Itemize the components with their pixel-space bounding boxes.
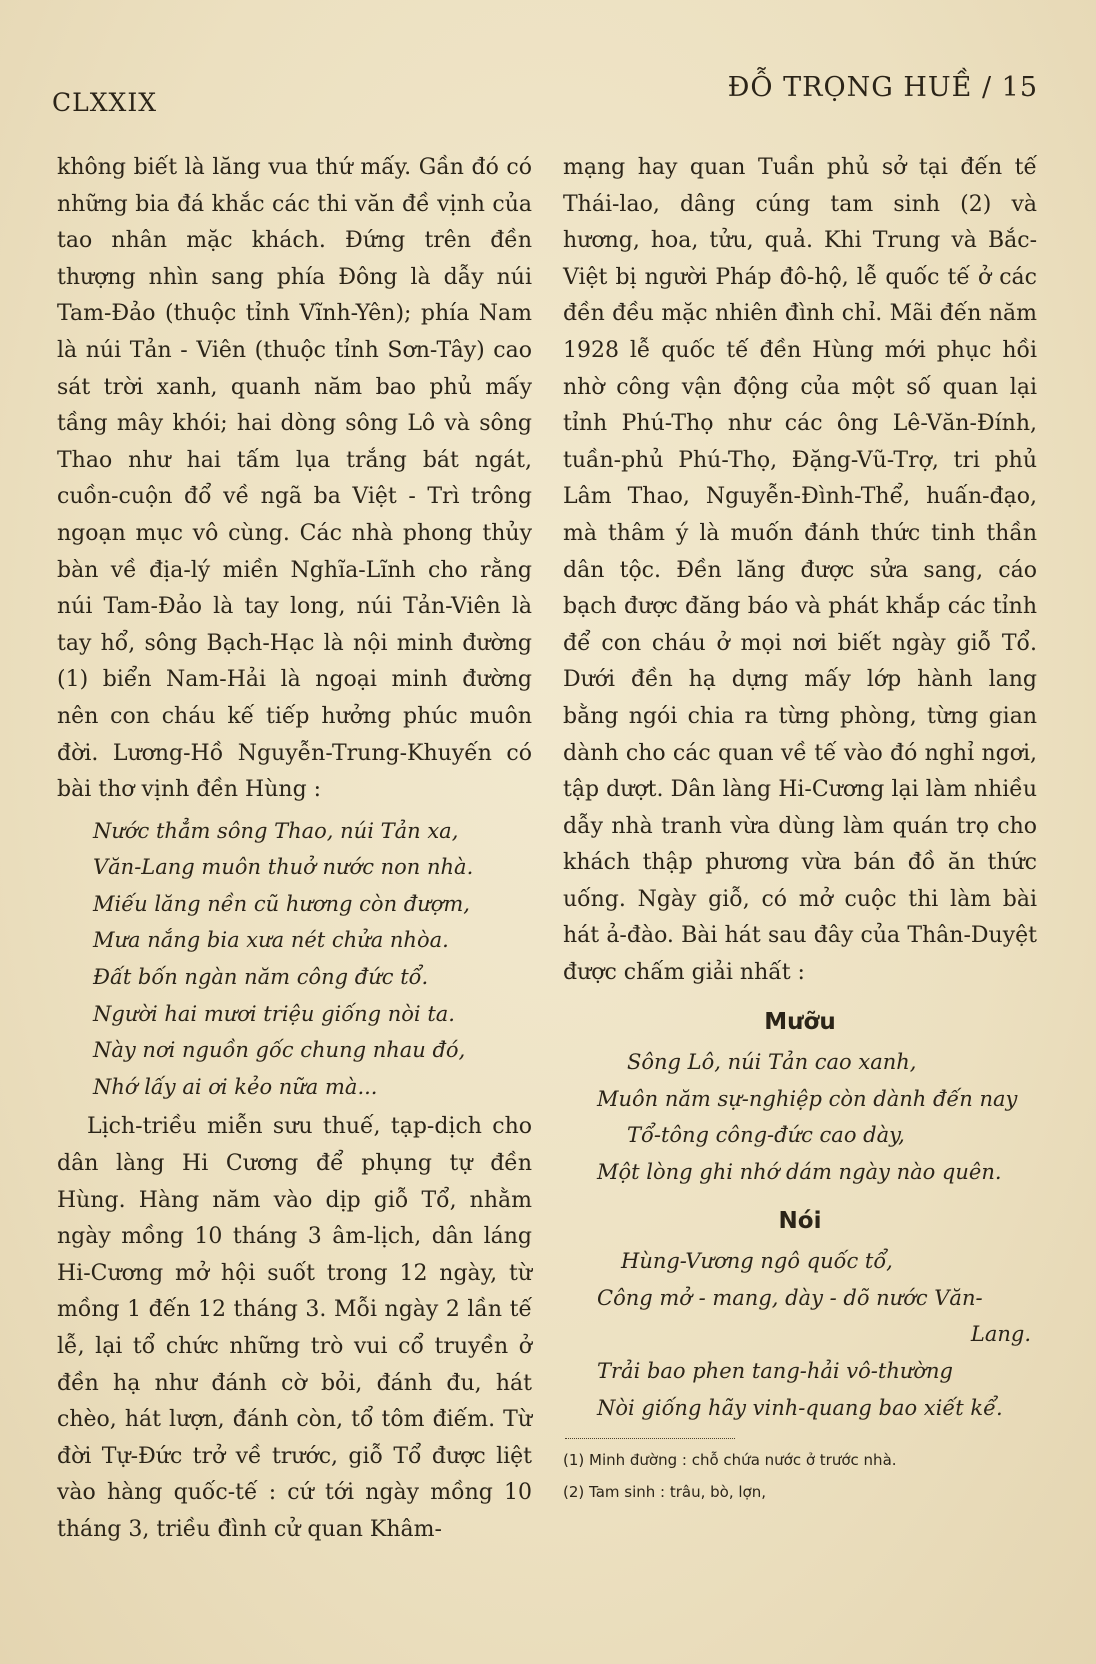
page-author-and-number: ĐỖ TRỌNG HUỀ / 15 [727, 72, 1038, 103]
right-column [563, 150, 1037, 1505]
poem-line: Đất bốn ngàn năm công đức tổ. [93, 965, 429, 990]
song-line: Hùng-Vương ngô quốc tổ, [621, 1249, 893, 1274]
song-line: Công mở - mang, dày - dõ nước Văn- [597, 1285, 983, 1310]
song-line: Nòi giống hãy vinh-quang bao xiết kể. [597, 1395, 1003, 1420]
poem-line: Mưa nắng bia xưa nét chửa nhòa. [93, 928, 449, 953]
song-line: Muôn năm sự-nghiệp còn dành đến nay [597, 1086, 1018, 1111]
song-heading-muou: Mưỡu [764, 1008, 836, 1035]
left-paragraph-1: không biết là lăng vua thứ mấy. Gần đó có những bia đá khắc các thi văn đề vịnh của tao nhân mặc khách. Đứng trên đền thượng nhìn sang phía Đông là dẫy núi Tam-Đảo (thuộc tỉnh Vĩnh-Yên); phía Nam là núi Tản - Viên (thuộc tỉnh Sơn-Tây) cao sát trời xanh, quanh năm bao phủ mấy tầng mây khói; hai dòng sông Lô và sông Thao như hai tấm lụa trắng bát ngát, cuồn-cuộn đổ về ngã ba Việt - Trì trông ngoạn mục vô cùng. Các nhà phong thủy bàn về địa-lý miền Nghĩa-Lĩnh cho rằng núi Tam-Đảo là tay long, núi Tản-Viên là tay hổ, sông Bạch-Hạc là nội minh đường (1) biển Nam-Hải là ngoại minh đường nên con cháu kế tiếp hưởng phúc muôn đời. Lương-Hồ Nguyễn-Trung-Khuyến có bài thơ vịnh đền Hùng : [57, 155, 532, 803]
footnote-divider [565, 1438, 735, 1439]
page-section-number: CLXXIX [52, 88, 157, 117]
song-line: Một lòng ghi nhớ dám ngày nào quên. [597, 1160, 1002, 1185]
footnote-2: (2) Tam sinh : trâu, bò, lợn, [563, 1483, 766, 1502]
poem-line: Người hai mươi triệu giống nòi ta. [93, 1001, 455, 1026]
song-line: Tổ-tông công-đức cao dày, [627, 1123, 905, 1148]
poem-line: Miếu lăng nền cũ hương còn đượm, [93, 891, 470, 916]
song-noi [563, 1243, 1037, 1426]
left-paragraph-2: Lịch-triều miễn sưu thuế, tạp-dịch cho dân làng Hi Cương để phụng tự đền Hùng. Hàng năm vào dịp giỗ Tổ, nhằm ngày mồng 10 tháng 3 âm-lịch, dân láng Hi-Cương mở hội suốt trong 12 ngày, từ mồng 1 đến 12 tháng 3. Mỗi ngày 2 lần tế lễ, lại tổ chức những trò vui cổ truyền ở đền hạ như đánh cờ bỏi, đánh đu, hát chèo, hát lượn, đánh còn, tổ tôm điếm. Từ đời Tự-Đức trở về trước, giỗ Tổ được liệt vào hàng quốc-tế : cứ tới ngày mồng 10 tháng 3, triều đình cử quan Khâm- [57, 1114, 532, 1542]
song-line: Trải bao phen tang-hải vô-thường [597, 1359, 953, 1383]
song-line: Sông Lô, núi Tản cao xanh, [627, 1050, 917, 1075]
poem-line: Văn-Lang muôn thuở nước non nhà. [93, 855, 474, 880]
poem-line: Nhớ lấy ai ơi kẻo nữa mà... [93, 1074, 378, 1099]
poem-line: Nước thẳm sông Thao, núi Tản xa, [93, 818, 459, 843]
poem-line: Này nơi nguồn gốc chung nhau đó, [93, 1038, 466, 1063]
left-column [57, 150, 532, 1549]
song-line: Lang. [970, 1322, 1031, 1347]
footnote-1: (1) Minh đường : chỗ chứa nước ở trước nhà. [563, 1451, 897, 1470]
song-heading-noi: Nói [778, 1207, 822, 1234]
poem [93, 813, 532, 1106]
song-muou [563, 1044, 1037, 1190]
right-paragraph-1: mạng hay quan Tuần phủ sở tại đến tế Thái-lao, dâng cúng tam sinh (2) và hương, hoa, tửu, quả. Khi Trung và Bắc-Việt bị người Pháp đô-hộ, lễ quốc tế ở các đền đều mặc nhiên đình chỉ. Mãi đến năm 1928 lễ quốc tế đền Hùng mới phục hồi nhờ công vận động của một số quan lại tỉnh Phú-Thọ như các ông Lê-Văn-Đính, tuần-phủ Phú-Thọ, Đặng-Vũ-Trợ, tri phủ Lâm Thao, Nguyễn-Đình-Thể, huấn-đạo, mà thâm ý là muốn đánh thức tinh thần dân tộc. Đền lăng được sửa sang, cáo bạch được đăng báo và phát khắp các tỉnh để con cháu ở mọi nơi biết ngày giỗ Tổ. Dưới đền hạ dựng mấy lớp hành lang bằng ngói chia ra từng phòng, từng gian dành cho các quan về tế vào đó nghỉ ngơi, tập dượt. Dân làng Hi-Cương lại làm nhiều dẫy nhà tranh vừa dùng làm quán trọ cho khách thập phương vừa bán đồ ăn thức uống. Ngày giỗ, có mở cuộc thi làm bài hát ả-đào. Bài hát sau đây của Thân-Duyệt được chấm giải nhất : [563, 155, 1037, 986]
